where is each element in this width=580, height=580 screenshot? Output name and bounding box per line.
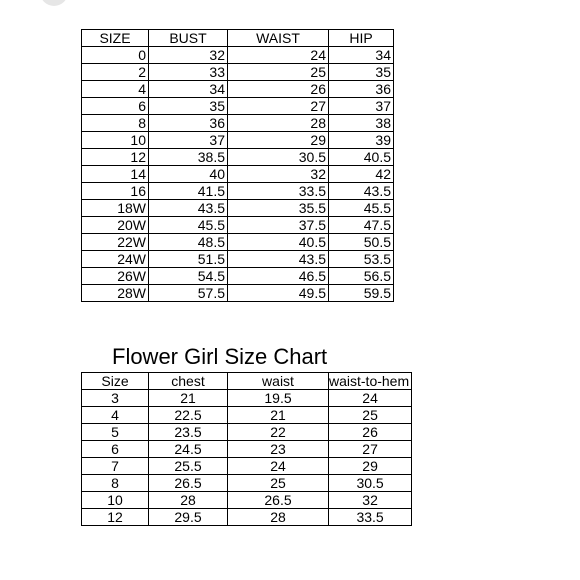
table-cell: 19.5	[228, 390, 329, 407]
table-cell: 22W	[82, 234, 149, 251]
table-row	[82, 509, 412, 526]
table-cell: 32	[228, 166, 329, 183]
table-cell: 22.5	[149, 407, 228, 424]
girl-header-row	[82, 373, 412, 390]
table-cell: 8	[82, 475, 149, 492]
table-cell: 4	[82, 81, 149, 98]
table-row	[82, 475, 412, 492]
table-cell: 24	[228, 47, 329, 64]
table-row	[82, 115, 394, 132]
table-row	[82, 183, 394, 200]
table-cell: 36	[329, 81, 394, 98]
table-cell: 16	[82, 183, 149, 200]
table-row	[82, 166, 394, 183]
table-cell: 26	[329, 424, 412, 441]
table-cell: 47.5	[329, 217, 394, 234]
table-cell: 37	[329, 98, 394, 115]
table-cell: 12	[82, 149, 149, 166]
table-cell: 26	[228, 81, 329, 98]
table-cell: 51.5	[149, 251, 228, 268]
table-row	[82, 458, 412, 475]
table-cell: 46.5	[228, 268, 329, 285]
table-cell: 30.5	[228, 149, 329, 166]
table-row	[82, 407, 412, 424]
table-cell: 22	[228, 424, 329, 441]
header-size: SIZE	[82, 30, 149, 47]
table-cell: 25	[329, 407, 412, 424]
table-cell: 7	[82, 458, 149, 475]
table-cell: 8	[82, 115, 149, 132]
table-cell: 20W	[82, 217, 149, 234]
table-cell: 10	[82, 492, 149, 509]
table-cell: 21	[228, 407, 329, 424]
table-cell: 36	[149, 115, 228, 132]
table-row	[82, 285, 394, 302]
table-cell: 39	[329, 132, 394, 149]
table-cell: 34	[149, 81, 228, 98]
table-cell: 43.5	[149, 200, 228, 217]
table-cell: 10	[82, 132, 149, 149]
table-cell: 28W	[82, 285, 149, 302]
table-row	[82, 441, 412, 458]
table-cell: 6	[82, 441, 149, 458]
corner-decoration	[40, 0, 68, 6]
table-cell: 29	[228, 132, 329, 149]
table-cell: 12	[82, 509, 149, 526]
header-waist-to-hem: waist-to-hem	[329, 373, 412, 390]
table-row	[82, 132, 394, 149]
table-cell: 40	[149, 166, 228, 183]
table-cell: 23.5	[149, 424, 228, 441]
header-hip: HIP	[329, 30, 394, 47]
table-row	[82, 217, 394, 234]
table-cell: 35	[149, 98, 228, 115]
table-cell: 5	[82, 424, 149, 441]
table-cell: 59.5	[329, 285, 394, 302]
table-cell: 41.5	[149, 183, 228, 200]
table-cell: 32	[329, 492, 412, 509]
table-cell: 37.5	[228, 217, 329, 234]
table-cell: 48.5	[149, 234, 228, 251]
table-cell: 24W	[82, 251, 149, 268]
adult-size-table	[81, 29, 394, 302]
table-cell: 43.5	[329, 183, 394, 200]
table-row	[82, 64, 394, 81]
table-cell: 42	[329, 166, 394, 183]
table-cell: 21	[149, 390, 228, 407]
table-cell: 35.5	[228, 200, 329, 217]
table-cell: 26.5	[149, 475, 228, 492]
table-cell: 49.5	[228, 285, 329, 302]
table-cell: 38	[329, 115, 394, 132]
table-cell: 37	[149, 132, 228, 149]
table-cell: 38.5	[149, 149, 228, 166]
table-cell: 32	[149, 47, 228, 64]
table-cell: 57.5	[149, 285, 228, 302]
flower-girl-chart-title: Flower Girl Size Chart	[112, 344, 328, 369]
flower-girl-size-table	[81, 372, 412, 526]
table-row	[82, 234, 394, 251]
header-waist: WAIST	[228, 30, 329, 47]
table-cell: 53.5	[329, 251, 394, 268]
table-cell: 14	[82, 166, 149, 183]
table-cell: 25	[228, 64, 329, 81]
table-row	[82, 251, 394, 268]
table-cell: 29.5	[149, 509, 228, 526]
table-row	[82, 149, 394, 166]
table-cell: 28	[228, 115, 329, 132]
table-row	[82, 47, 394, 64]
table-cell: 27	[228, 98, 329, 115]
table-row	[82, 268, 394, 285]
table-row	[82, 98, 394, 115]
header-waist: waist	[228, 373, 329, 390]
table-cell: 30.5	[329, 475, 412, 492]
table-cell: 40.5	[228, 234, 329, 251]
table-cell: 26W	[82, 268, 149, 285]
table-row	[82, 200, 394, 217]
table-cell: 56.5	[329, 268, 394, 285]
adult-header-row	[82, 30, 394, 47]
table-cell: 29	[329, 458, 412, 475]
table-cell: 3	[82, 390, 149, 407]
table-cell: 33	[149, 64, 228, 81]
table-cell: 34	[329, 47, 394, 64]
header-chest: chest	[149, 373, 228, 390]
table-cell: 50.5	[329, 234, 394, 251]
table-cell: 40.5	[329, 149, 394, 166]
table-cell: 2	[82, 64, 149, 81]
table-row	[82, 424, 412, 441]
table-cell: 24	[228, 458, 329, 475]
table-cell: 28	[228, 509, 329, 526]
table-cell: 33.5	[228, 183, 329, 200]
table-cell: 27	[329, 441, 412, 458]
table-row	[82, 492, 412, 509]
table-cell: 23	[228, 441, 329, 458]
table-cell: 24.5	[149, 441, 228, 458]
table-cell: 4	[82, 407, 149, 424]
table-cell: 28	[149, 492, 228, 509]
table-cell: 45.5	[329, 200, 394, 217]
table-row	[82, 390, 412, 407]
table-cell: 25	[228, 475, 329, 492]
table-row	[82, 81, 394, 98]
table-cell: 33.5	[329, 509, 412, 526]
table-cell: 25.5	[149, 458, 228, 475]
table-cell: 18W	[82, 200, 149, 217]
table-cell: 35	[329, 64, 394, 81]
table-cell: 0	[82, 47, 149, 64]
table-cell: 45.5	[149, 217, 228, 234]
table-cell: 24	[329, 390, 412, 407]
table-cell: 43.5	[228, 251, 329, 268]
table-cell: 54.5	[149, 268, 228, 285]
table-cell: 6	[82, 98, 149, 115]
header-size: Size	[82, 373, 149, 390]
header-bust: BUST	[149, 30, 228, 47]
table-cell: 26.5	[228, 492, 329, 509]
